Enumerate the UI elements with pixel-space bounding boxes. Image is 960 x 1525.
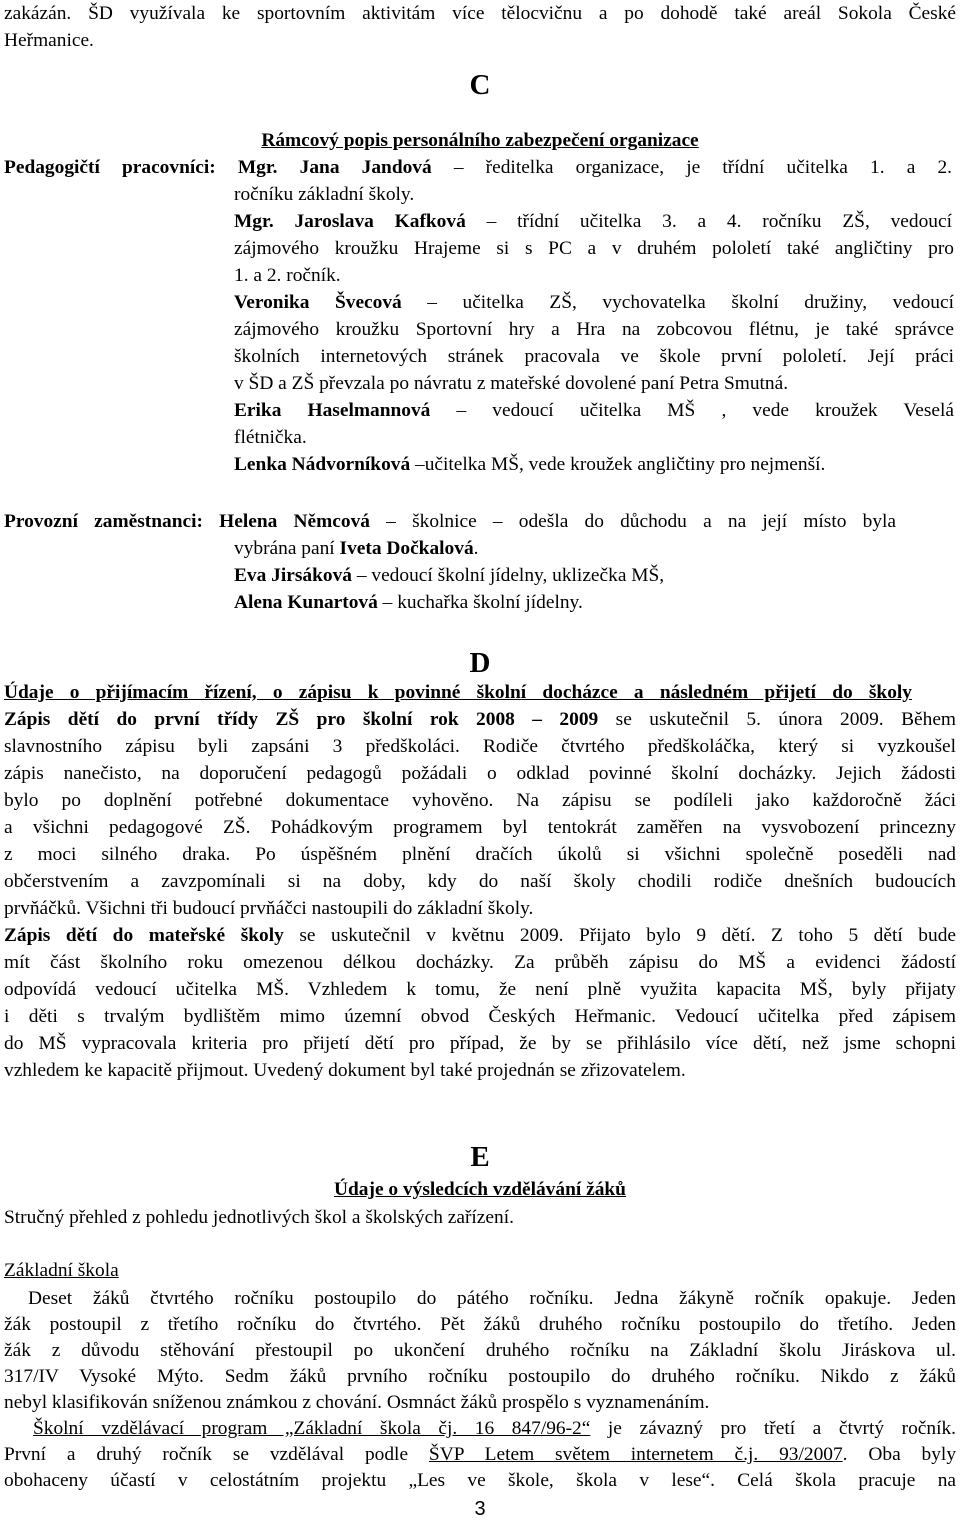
staff-name: Mgr. Jaroslava Kafková: [234, 211, 466, 232]
text: se uskutečnil 5. února 2009. Během: [598, 709, 957, 730]
paragraph-line: [4, 706, 956, 733]
paragraph-line: Deset žáků čtvrtého ročníku postoupilo do pátého ročníku. Jedna žákyně ročník opakuje. Jeden: [28, 1288, 956, 1309]
paragraph-line: [33, 1415, 956, 1442]
staff-line: zájmového kroužku Sportovní hry a Hra na zobcovou flétnu, je také správce: [234, 319, 954, 340]
program-reference: Školní vzdělávací program „Základní škola čj. 16 847/96-2“: [33, 1418, 591, 1439]
staff-role: – školnice – odešla do důchodu a na její místo byla: [369, 511, 897, 532]
staff-line: [234, 289, 954, 316]
paragraph-line: slavnostního zápisu byli zapsáni 3 předškoláci. Rodiče čtvrtého předškoláčka, který si vyzkoušel: [4, 736, 956, 757]
staff-role: vybrána paní: [234, 538, 340, 559]
paragraph-line: obohaceny účastí v celostátním projektu „Les ve škole, škola v lese“. Celá škola pracuje na: [4, 1470, 956, 1491]
paragraph-line: 317/IV Vysoké Mýto. Sedm žáků prvního ročníku postoupilo do druhého ročníku. Nikdo z žáků: [4, 1366, 956, 1387]
paragraph-line: vzhledem ke kapacitě přijmout. Uvedený dokument byl také projednán se zřizovatelem.: [4, 1060, 686, 1081]
staff-line: flétnička.: [234, 427, 307, 448]
staff-name: Lenka Nádvorníková: [234, 454, 411, 475]
text: První a druhý ročník se vzdělával podle: [4, 1444, 429, 1465]
paragraph-line: [4, 922, 956, 949]
staff-role: – kuchařka školní jídelny.: [377, 592, 583, 613]
section-d-title: Údaje o přijímacím řízení, o zápisu k povinné školní docházce a následném přijetí do školy: [4, 682, 912, 703]
paragraph-line: odpovídá vedoucí učitelka MŠ. Vzhledem k tomu, že není plně využita kapacita MŠ, byly přijaty: [4, 979, 956, 1000]
emphasis: Zápis dětí do první třídy ZŠ pro školní rok 2008 – 2009: [4, 709, 599, 730]
paragraph-line: i děti s trvalým bydlištěm mimo územní obvod Českých Heřmanic. Vedoucí učitelka před zápisem: [4, 1006, 956, 1027]
text: je závazný pro třetí a čtvrtý ročník.: [590, 1418, 956, 1439]
program-reference: ŠVP Letem světem internetem č.j. 93/2007: [428, 1444, 843, 1465]
text-line: Heřmanice.: [4, 30, 94, 51]
section-e-subtitle: Stručný přehled z pohledu jednotlivých škol a školských zařízení.: [4, 1207, 514, 1228]
staff-line: [234, 451, 825, 478]
paragraph-line: mít část školního roku omezenou délkou docházky. Za průběh zápisu do MŠ a evidenci žádostí: [4, 952, 956, 973]
staff-role: – učitelka ZŠ, vychovatelka školní družiny, vedoucí: [401, 292, 954, 313]
staff-role: – ředitelka organizace, je třídní učitelka 1. a 2.: [431, 157, 952, 178]
paragraph-line: nebyl klasifikován sníženou známkou z chování. Osmnáct žáků prospělo s vyznamenáním.: [4, 1392, 710, 1413]
staff-line: [234, 562, 664, 589]
paragraph-line: zápis nanečisto, na doporučení pedagogů požádali o odklad povinné školní docházky. Jejich žádosti: [4, 763, 956, 784]
staff-line: [234, 535, 479, 562]
staff-line: zájmového kroužku Hrajeme si s PC a v druhém pololetí také angličtiny pro: [234, 238, 954, 259]
staff-name: Eva Jirsáková: [234, 565, 352, 586]
paragraph-line: do MŠ vypracovala kriteria pro přijetí dětí pro případ, že by se přihlásilo více dětí, než jsme schopni: [4, 1033, 956, 1054]
staff-name: Veronika Švecová: [234, 292, 402, 313]
paragraph-line: [4, 1441, 956, 1468]
paragraph-line: a všichni pedagogové ZŠ. Pohádkovým programem byl tentokrát zaměřen na vysvobození princezny: [4, 817, 956, 838]
paragraph-line: žák postoupil z třetího ročníku do čtvrtého. Pět žáků druhého ročníku postoupilo do třetího. Jeden: [4, 1314, 956, 1335]
staff-name: Helena Němcová: [219, 511, 370, 532]
page-number: 3: [474, 1498, 486, 1520]
emphasis: Zápis dětí do mateřské školy: [4, 925, 284, 946]
staff-line: [234, 589, 583, 616]
staff-line: [234, 208, 952, 235]
text-line: zakázán. ŠD využívala ke sportovním aktivitám více tělocvičnu a po dohodě také areál Sokola České: [4, 3, 956, 24]
paragraph-line: prvňáčků. Všichni tři budoucí prvňáčci nastoupili do základní školy.: [4, 898, 534, 919]
staff-name: Alena Kunartová: [234, 592, 378, 613]
text: . Oba byly: [842, 1444, 957, 1465]
staff-role: .: [473, 538, 479, 559]
staff-line: [234, 397, 954, 424]
text: se uskutečnil v květnu 2009. Přijato bylo 9 dětí. Z toho 5 dětí bude: [283, 925, 956, 946]
staff-line: 1. a 2. ročník.: [234, 265, 341, 286]
section-letter-e: E: [470, 1141, 490, 1173]
paragraph-line: občerstvením a zavzpomínali si na doby, kdy do naší školy chodili rodiče dnešních budoucích: [4, 871, 956, 892]
section-e-title: Údaje o výsledcích vzdělávání žáků: [334, 1179, 626, 1200]
paragraph-line: z moci silného draka. Po úspěšném plnění dračích úkolů si všichni společně poseděli nad: [4, 844, 956, 865]
paragraph-line: žák z důvodu stěhování přestoupil po ukončení druhého ročníku na Základní školu Jiráskova ul.: [4, 1340, 956, 1361]
staff-line: [4, 508, 896, 535]
section-letter-c: C: [469, 69, 491, 101]
paragraph-line: bylo po doplnění potřebné dokumentace vyhověno. Na zápisu se podíleli jako každoročně žáci: [4, 790, 956, 811]
staff-line: školních internetových stránek pracovala ve škole první pololetí. Její práci: [234, 346, 954, 367]
subsection-heading: Základní škola: [4, 1260, 119, 1281]
staff-line: v ŠD a ZŠ převzala po návratu z mateřské dovolené paní Petra Smutná.: [234, 373, 789, 394]
section-letter-d: D: [469, 647, 491, 679]
section-c-title: Rámcový popis personálního zabezpečení organizace: [261, 130, 699, 151]
staff-name: Iveta Dočkalová: [339, 538, 474, 559]
staff-role: – třídní učitelka 3. a 4. ročníku ZŠ, vedoucí: [465, 211, 952, 232]
pedagogical-label: Pedagogičtí pracovníci:: [4, 157, 216, 178]
staff-name: Erika Haselmannová: [234, 400, 431, 421]
staff-role: – vedoucí učitelka MŠ , vede kroužek Veselá: [430, 400, 954, 421]
staff-role: –učitelka MŠ, vede kroužek angličtiny pro nejmenší.: [410, 454, 826, 475]
staff-line: [4, 154, 952, 181]
operational-label: Provozní zaměstnanci:: [4, 511, 203, 532]
staff-name: Mgr. Jana Jandová: [237, 157, 432, 178]
staff-role: – vedoucí školní jídelny, uklizečka MŠ,: [351, 565, 665, 586]
staff-line: ročníku základní školy.: [234, 184, 415, 205]
